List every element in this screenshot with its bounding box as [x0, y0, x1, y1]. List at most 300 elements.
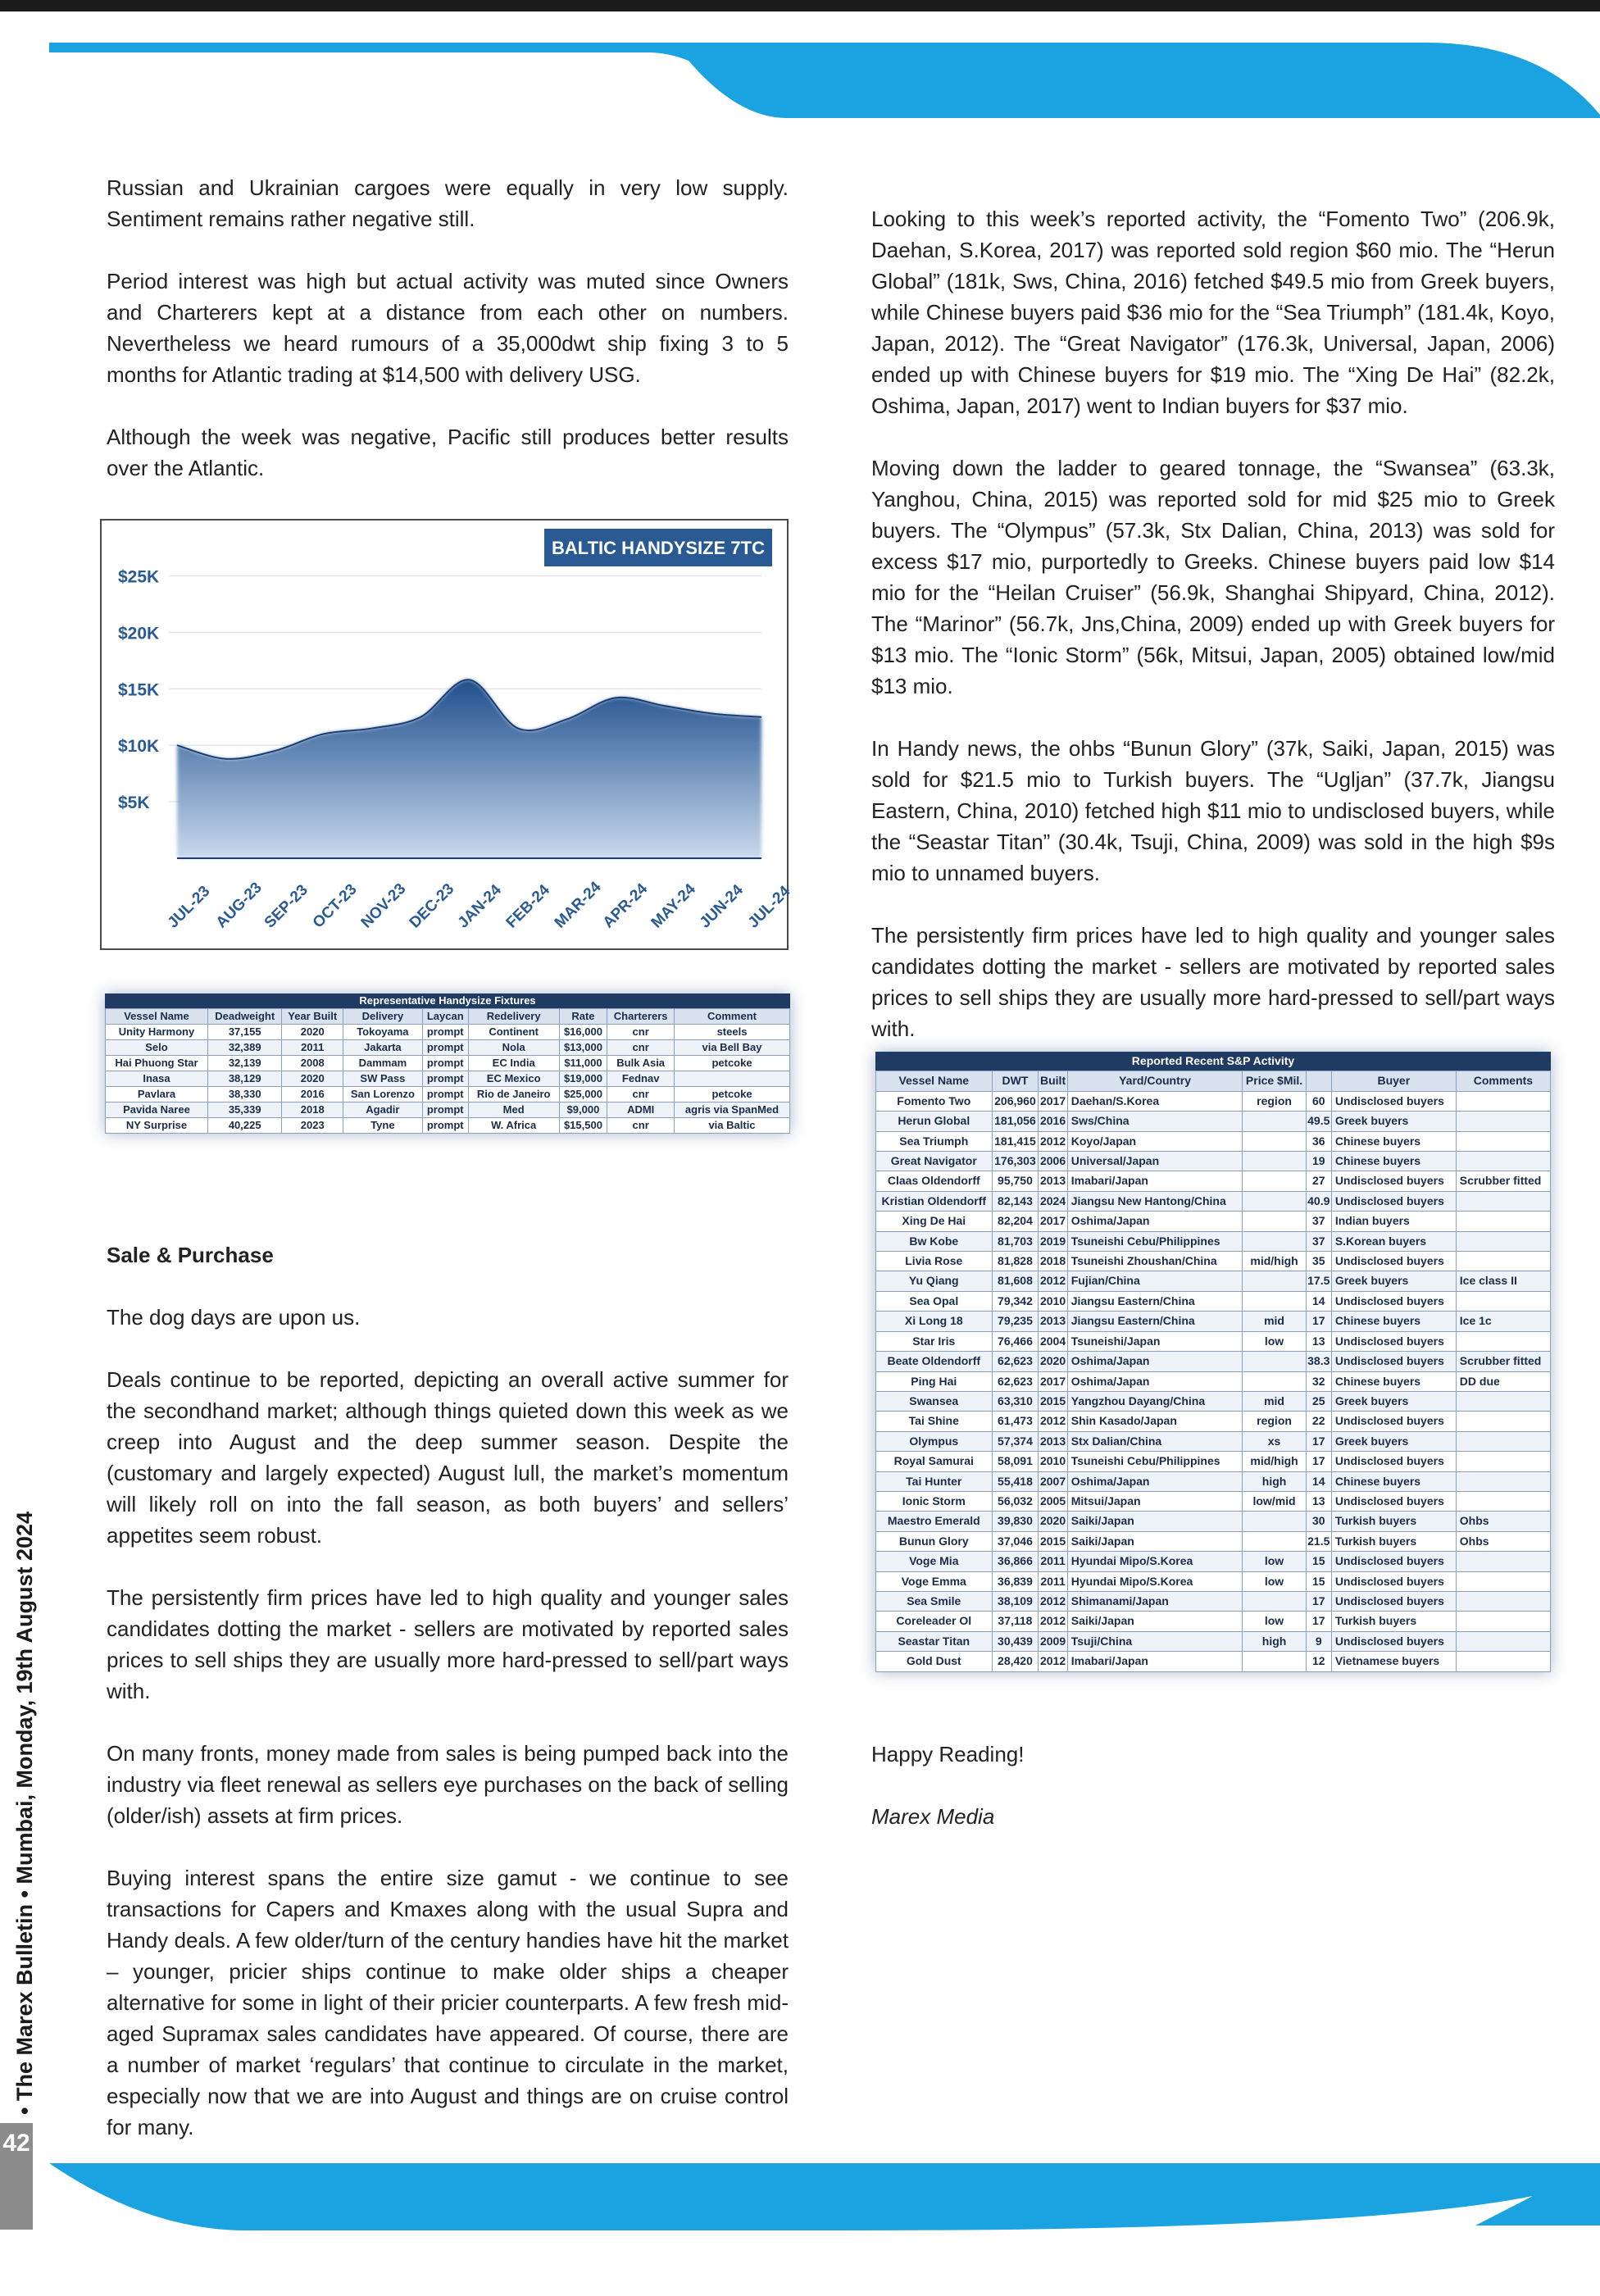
table-cell: 2012 [1039, 1591, 1067, 1611]
table-cell: low/mid [1243, 1491, 1306, 1511]
table-cell: Xi Long 18 [876, 1312, 993, 1331]
table-cell: Tsuji/China [1067, 1631, 1243, 1651]
table-cell: 2012 [1039, 1271, 1067, 1291]
table-cell: petcoke [675, 1087, 790, 1103]
table-row [876, 1612, 1551, 1631]
table-row [876, 1271, 1551, 1291]
table-cell: Agadir [343, 1103, 423, 1118]
table-cell: SW Pass [343, 1071, 423, 1087]
table-cell: Imabari/Japan [1067, 1652, 1243, 1671]
table-cell: 17 [1306, 1431, 1331, 1451]
table-cell: 15 [1306, 1552, 1331, 1571]
table-cell: Yu Qiang [876, 1271, 993, 1291]
table-cell: Undisclosed buyers [1331, 1291, 1456, 1311]
paragraph: Deals continue to be reported, depicting an overall active summer for the secondhand market; although things quieted down this week as we creep into August and the deep summer season. Despite the (customary and largely expected) August lull, the market’s momentum will likely roll on into the fall season, as both buyers’ and sellers’ appetites seem robust. [107, 1367, 789, 1548]
x-tick-label: OCT-23 [309, 880, 361, 932]
table-cell: mid/high [1243, 1452, 1306, 1471]
table-row [106, 1056, 790, 1071]
table-cell: 2013 [1039, 1431, 1067, 1451]
table-cell: $9,000 [559, 1103, 607, 1118]
table-cell [1456, 1552, 1550, 1571]
table-cell: Fednav [607, 1071, 675, 1087]
table-cell: Scrubber fitted [1456, 1352, 1550, 1371]
sp-header: DWT [992, 1071, 1039, 1091]
table-cell: Sea Opal [876, 1291, 993, 1311]
table-cell: Pavlara [106, 1087, 208, 1103]
table-row [106, 1071, 790, 1087]
table-cell: 37,046 [992, 1531, 1039, 1551]
table-row [876, 1491, 1551, 1511]
table-cell: Universal/Japan [1067, 1152, 1243, 1171]
table-cell: 2010 [1039, 1452, 1067, 1471]
x-tick-label: DEC-23 [406, 880, 458, 932]
table-cell: region [1243, 1091, 1306, 1111]
table-cell: 17.5 [1306, 1271, 1331, 1291]
table-cell: 17 [1306, 1591, 1331, 1611]
table-cell: 2020 [1039, 1352, 1067, 1371]
table-cell: 2006 [1039, 1152, 1067, 1171]
table-cell: Great Navigator [876, 1152, 993, 1171]
table-cell: Tsuneishi Cebu/Philippines [1067, 1231, 1243, 1251]
table-cell: 2008 [282, 1056, 343, 1071]
fixtures-header: Charterers [607, 1009, 675, 1025]
table-cell: 62,623 [992, 1352, 1039, 1371]
paragraph: On many fronts, money made from sales is being pumped back into the industry via fleet renewal as sellers eye purchases on the back of selling (older/ish) assets at firm prices. [107, 1741, 789, 1828]
table-cell: $16,000 [559, 1025, 607, 1040]
table-cell: Greek buyers [1331, 1431, 1456, 1451]
table-cell: 37 [1306, 1212, 1331, 1231]
table-cell: Greek buyers [1331, 1112, 1456, 1131]
table-cell [1243, 1531, 1306, 1551]
x-tick-label: JUL-23 [164, 882, 214, 932]
sp-header [1306, 1071, 1331, 1091]
fixtures-header: Comment [675, 1009, 790, 1025]
table-cell: 2012 [1039, 1652, 1067, 1671]
table-cell: Oshima/Japan [1067, 1352, 1243, 1371]
table-row [876, 1231, 1551, 1251]
table-cell: Undisclosed buyers [1331, 1091, 1456, 1111]
table-cell: region [1243, 1412, 1306, 1431]
table-cell: 2012 [1039, 1412, 1067, 1431]
x-tick-label: AUG-23 [212, 879, 266, 932]
table-cell: 176,303 [992, 1152, 1039, 1171]
table-row [876, 1191, 1551, 1211]
fixtures-header: Laycan [422, 1009, 468, 1025]
table-cell [1243, 1352, 1306, 1371]
table-cell: $13,000 [559, 1040, 607, 1056]
table-cell: Hyundai Mipo/S.Korea [1067, 1571, 1243, 1591]
sp-header: Price $Mil. [1243, 1071, 1306, 1091]
table-cell: 21.5 [1306, 1531, 1331, 1551]
table-cell: 55,418 [992, 1471, 1039, 1491]
x-tick-label: FEB-24 [502, 881, 553, 932]
sp-header: Yard/Country [1067, 1071, 1243, 1091]
table-cell: Oshima/Japan [1067, 1371, 1243, 1391]
table-cell [1243, 1171, 1306, 1191]
table-cell: Tokoyama [343, 1025, 423, 1040]
table-cell: prompt [422, 1056, 468, 1071]
table-cell: 57,374 [992, 1431, 1039, 1451]
closing-text: Happy Reading! [871, 1742, 1025, 1766]
table-cell: Greek buyers [1331, 1391, 1456, 1411]
table-cell: S.Korean buyers [1331, 1231, 1456, 1251]
table-cell: Ohbs [1456, 1531, 1550, 1551]
fixtures-table [105, 993, 790, 1134]
table-cell: 2011 [1039, 1552, 1067, 1571]
table-cell: 15 [1306, 1571, 1331, 1591]
table-cell: Undisclosed buyers [1331, 1191, 1456, 1211]
table-cell: 79,235 [992, 1312, 1039, 1331]
table-cell: 2020 [282, 1025, 343, 1040]
table-cell [1456, 1412, 1550, 1431]
x-tick-label: MAY-24 [648, 880, 699, 932]
table-row [876, 1312, 1551, 1331]
table-cell: Selo [106, 1040, 208, 1056]
table-cell: 27 [1306, 1171, 1331, 1191]
closing [871, 1739, 1555, 1863]
table-cell: Undisclosed buyers [1331, 1452, 1456, 1471]
x-tick-label: JUN-24 [696, 881, 747, 932]
table-row [876, 1412, 1551, 1431]
fixtures-table-title: Representative Handysize Fixtures [105, 993, 790, 1008]
table-cell [1456, 1391, 1550, 1411]
table-cell: Indian buyers [1331, 1212, 1456, 1231]
table-row [106, 1087, 790, 1103]
table-cell [1456, 1631, 1550, 1651]
table-row [106, 1103, 790, 1118]
table-cell [1456, 1452, 1550, 1471]
table-row [876, 1331, 1551, 1351]
paragraph: Buying interest spans the entire size gamut - we continue to see transactions for Capers and Kmaxes along with the usual Supra and Handy deals. A few older/turn of the century handies have hit the market – younger, pricier ships continue to make older ships a cheaper alternative for some in light of their pricier counterparts. A few fresh mid-aged Supramax sales candidates have appeared. Of course, there are a number of market ‘regulars’ that continue to circulate in the market, especially now that we are into August and things are on cruise control for many. [107, 1866, 789, 2139]
table-row [876, 1212, 1551, 1231]
table-cell: 2009 [1039, 1631, 1067, 1651]
table-cell: Olympus [876, 1431, 993, 1451]
table-cell: Herun Global [876, 1112, 993, 1131]
fixtures-header: Deadweight [207, 1009, 282, 1025]
table-cell [1456, 1591, 1550, 1611]
fixtures-header: Year Built [282, 1009, 343, 1025]
table-cell: Jiangsu New Hantong/China [1067, 1191, 1243, 1211]
table-row [876, 1452, 1551, 1471]
table-cell: prompt [422, 1071, 468, 1087]
baltic-handysize-chart [100, 519, 794, 950]
table-cell: 81,608 [992, 1271, 1039, 1291]
table-cell: Tai Shine [876, 1412, 993, 1431]
table-row [876, 1591, 1551, 1611]
table-cell: 82,143 [992, 1191, 1039, 1211]
table-cell [1456, 1291, 1550, 1311]
table-cell: Star Iris [876, 1331, 993, 1351]
table-cell: Gold Dust [876, 1652, 993, 1671]
table-cell: 2007 [1039, 1471, 1067, 1491]
table-cell: Kristian Oldendorff [876, 1191, 993, 1211]
table-cell: Ionic Storm [876, 1491, 993, 1511]
table-cell: Undisclosed buyers [1331, 1631, 1456, 1651]
y-tick-label: $20K [118, 624, 160, 643]
table-cell: Chinese buyers [1331, 1471, 1456, 1491]
table-cell: 36,866 [992, 1552, 1039, 1571]
x-tick-label: NOV-23 [357, 880, 410, 932]
table-cell: 38,330 [207, 1087, 282, 1103]
table-row [876, 1112, 1551, 1131]
table-cell: Fujian/China [1067, 1271, 1243, 1291]
table-cell: Claas Oldendorff [876, 1171, 993, 1191]
table-cell [1456, 1231, 1550, 1251]
table-cell: San Lorenzo [343, 1087, 423, 1103]
table-cell: cnr [607, 1040, 675, 1056]
table-row [876, 1152, 1551, 1171]
table-cell: 36 [1306, 1131, 1331, 1151]
table-cell: 76,466 [992, 1331, 1039, 1351]
table-row [106, 1118, 790, 1134]
table-cell: Yangzhou Dayang/China [1067, 1391, 1243, 1411]
table-cell: Chinese buyers [1331, 1152, 1456, 1171]
paragraph: Russian and Ukrainian cargoes were equally in very low supply. Sentiment remains rather negative still. [107, 175, 789, 231]
table-cell: Ping Hai [876, 1371, 993, 1391]
table-row [876, 1552, 1551, 1571]
header-bar [0, 0, 1600, 11]
table-cell: 13 [1306, 1491, 1331, 1511]
table-cell: Pavida Naree [106, 1103, 208, 1118]
table-cell: DD due [1456, 1371, 1550, 1391]
table-cell: Jiangsu Eastern/China [1067, 1291, 1243, 1311]
table-cell: Scrubber fitted [1456, 1171, 1550, 1191]
table-cell: 13 [1306, 1331, 1331, 1351]
table-cell: Voge Emma [876, 1571, 993, 1591]
table-cell: Med [468, 1103, 559, 1118]
table-cell [1243, 1591, 1306, 1611]
table-cell: 60 [1306, 1091, 1331, 1111]
table-cell: Coreleader Ol [876, 1612, 993, 1631]
table-cell: Undisclosed buyers [1331, 1591, 1456, 1611]
table-cell: steels [675, 1025, 790, 1040]
table-cell: Fomento Two [876, 1091, 993, 1111]
table-cell: 28,420 [992, 1652, 1039, 1671]
table-cell: 12 [1306, 1652, 1331, 1671]
table-cell: 9 [1306, 1631, 1331, 1651]
table-cell: Tai Hunter [876, 1471, 993, 1491]
table-cell: Bw Kobe [876, 1231, 993, 1251]
sp-header: Buyer [1331, 1071, 1456, 1091]
table-cell: cnr [607, 1025, 675, 1040]
table-row [876, 1471, 1551, 1491]
table-cell: petcoke [675, 1056, 790, 1071]
table-cell: Hai Phuong Star [106, 1056, 208, 1071]
table-cell: agris via SpanMed [675, 1103, 790, 1118]
table-cell: Swansea [876, 1391, 993, 1411]
sp-table-wrap [875, 1052, 1551, 1672]
table-cell: 17 [1306, 1312, 1331, 1331]
x-tick-label: APR-24 [599, 880, 652, 932]
table-cell: Undisclosed buyers [1331, 1252, 1456, 1271]
table-cell: 2017 [1039, 1091, 1067, 1111]
sp-header: Comments [1456, 1071, 1550, 1091]
table-cell: Sea Smile [876, 1591, 993, 1611]
table-cell: prompt [422, 1103, 468, 1118]
table-cell [1243, 1231, 1306, 1251]
table-cell: Chinese buyers [1331, 1131, 1456, 1151]
table-cell: 79,342 [992, 1291, 1039, 1311]
table-cell: Sws/China [1067, 1112, 1243, 1131]
table-row [876, 1252, 1551, 1271]
sp-activity-table [875, 1052, 1551, 1672]
y-tick-label: $5K [118, 793, 150, 813]
left-column [107, 172, 789, 515]
table-cell: 17 [1306, 1612, 1331, 1631]
table-cell: 30 [1306, 1512, 1331, 1531]
table-cell: Jakarta [343, 1040, 423, 1056]
table-cell: EC India [468, 1056, 559, 1071]
table-row [106, 1040, 790, 1056]
table-cell: $25,000 [559, 1087, 607, 1103]
table-cell [1456, 1152, 1550, 1171]
table-cell: 36,839 [992, 1571, 1039, 1591]
table-cell: 181,415 [992, 1131, 1039, 1151]
table-cell: 30,439 [992, 1631, 1039, 1651]
table-row [876, 1571, 1551, 1591]
table-cell: Undisclosed buyers [1331, 1331, 1456, 1351]
table-cell: prompt [422, 1087, 468, 1103]
table-cell: 181,056 [992, 1112, 1039, 1131]
table-row [876, 1652, 1551, 1671]
fixtures-table-wrap [105, 993, 790, 1134]
table-cell: 14 [1306, 1471, 1331, 1491]
table-cell: Unity Harmony [106, 1025, 208, 1040]
table-row [876, 1171, 1551, 1191]
fixtures-header: Redelivery [468, 1009, 559, 1025]
table-cell: 2024 [1039, 1191, 1067, 1211]
table-cell: low [1243, 1331, 1306, 1351]
table-cell: 40.9 [1306, 1191, 1331, 1211]
y-tick-label: $25K [118, 567, 160, 587]
table-cell: 17 [1306, 1452, 1331, 1471]
table-cell: mid [1243, 1312, 1306, 1331]
table-cell: high [1243, 1631, 1306, 1651]
table-cell: Rio de Janeiro [468, 1087, 559, 1103]
table-row [876, 1291, 1551, 1311]
table-cell: 206,960 [992, 1091, 1039, 1111]
table-cell: Tsuneishi/Japan [1067, 1331, 1243, 1351]
table-cell: $19,000 [559, 1071, 607, 1087]
sp-table-title: Reported Recent S&P Activity [875, 1052, 1551, 1071]
table-cell: 38,109 [992, 1591, 1039, 1611]
table-cell: cnr [607, 1118, 675, 1134]
paragraph: The dog days are upon us. [107, 1305, 361, 1330]
table-cell [1456, 1091, 1550, 1111]
table-cell: 56,032 [992, 1491, 1039, 1511]
table-cell: low [1243, 1612, 1306, 1631]
x-tick-label: JAN-24 [454, 881, 505, 932]
table-cell: 2019 [1039, 1231, 1067, 1251]
table-row [876, 1512, 1551, 1531]
table-row [876, 1531, 1551, 1551]
table-cell: 38.3 [1306, 1352, 1331, 1371]
table-cell: 2015 [1039, 1391, 1067, 1411]
table-cell: 2015 [1039, 1531, 1067, 1551]
table-cell [1456, 1652, 1550, 1671]
table-cell: EC Mexico [468, 1071, 559, 1087]
table-row [876, 1431, 1551, 1451]
table-cell: 58,091 [992, 1452, 1039, 1471]
table-row [876, 1091, 1551, 1111]
table-cell [1243, 1152, 1306, 1171]
table-cell: 2012 [1039, 1612, 1067, 1631]
table-cell: 2016 [1039, 1112, 1067, 1131]
table-cell: 35,339 [207, 1103, 282, 1118]
table-cell: mid/high [1243, 1252, 1306, 1271]
table-cell: 2011 [1039, 1571, 1067, 1591]
table-cell: 2013 [1039, 1312, 1067, 1331]
table-cell [1243, 1271, 1306, 1291]
table-cell [1243, 1371, 1306, 1391]
table-cell: 81,828 [992, 1252, 1039, 1271]
table-cell: prompt [422, 1040, 468, 1056]
table-cell [1243, 1112, 1306, 1131]
table-cell: Shin Kasado/Japan [1067, 1412, 1243, 1431]
table-cell [675, 1071, 790, 1087]
table-cell [1456, 1571, 1550, 1591]
table-cell: 32 [1306, 1371, 1331, 1391]
table-cell: $11,000 [559, 1056, 607, 1071]
table-cell: 2020 [282, 1071, 343, 1087]
table-cell: 2013 [1039, 1171, 1067, 1191]
table-cell [1456, 1191, 1550, 1211]
table-cell: Turkish buyers [1331, 1531, 1456, 1551]
table-cell: Seastar Titan [876, 1631, 993, 1651]
paragraph: Looking to this week’s reported activity, the “Fomento Two” (206.9k, Daehan, S.Korea, 2017) was reported sold region $60 mio. The “Herun Global” (181k, Sws, China, 2016) fetched $49.5 mio from Greek buyers, while Chinese buyers paid $36 mio for the “Sea Triumph” (181.4k, Koyo, Japan, 2012). The “Great Navigator” (176.3k, Universal, Japan, 2006) ended up with Chinese buyers for $19 mio. The “Xing De Hai” (82.2k, Oshima, Japan, 2017) went to Indian buyers for $37 mio. [871, 207, 1555, 418]
paragraph: In Handy news, the ohbs “Bunun Glory” (37k, Saiki, Japan, 2015) was sold for $21.5 mio to Turkish buyers. The “Ugljan” (37.7k, Jiangsu Eastern, China, 2010) fetched high $11 mio to undisclosed buyers, while the “Seastar Titan” (30.4k, Tsuji, China, 2009) was sold in the high $9s mio to unnamed buyers. [871, 736, 1555, 885]
table-cell: $15,500 [559, 1118, 607, 1134]
table-cell: via Baltic [675, 1118, 790, 1134]
table-cell [1243, 1512, 1306, 1531]
table-cell: Voge Mia [876, 1552, 993, 1571]
table-cell: Turkish buyers [1331, 1512, 1456, 1531]
table-cell: Dammam [343, 1056, 423, 1071]
footer-wave [0, 2152, 1600, 2242]
table-cell: via Bell Bay [675, 1040, 790, 1056]
sale-purchase-section [107, 1239, 789, 2174]
table-cell [1243, 1212, 1306, 1231]
sp-header: Vessel Name [876, 1071, 993, 1091]
table-cell [1456, 1112, 1550, 1131]
table-cell: 32,389 [207, 1040, 282, 1056]
table-cell: 63,310 [992, 1391, 1039, 1411]
table-cell: prompt [422, 1025, 468, 1040]
paragraph: The persistently firm prices have led to high quality and younger sales candidates dotting the market - sellers are motivated by reported sales prices to sell ships they are usually more hard-pressed to sell/part ways with. [107, 1585, 789, 1703]
table-cell: Sea Triumph [876, 1131, 993, 1151]
table-cell: 32,139 [207, 1056, 282, 1071]
table-cell: 2012 [1039, 1131, 1067, 1151]
table-cell: Tsuneishi Cebu/Philippines [1067, 1452, 1243, 1471]
paragraph: Period interest was high but actual activity was muted since Owners and Charterers kept at a distance from each other on numbers. Nevertheless we heard rumours of a 35,000dwt ship fixing 3 to 5 months for Atlantic trading at $14,500 with delivery USG. [107, 269, 789, 387]
table-cell: Ice class II [1456, 1271, 1550, 1291]
table-cell: 2016 [282, 1087, 343, 1103]
table-cell: Imabari/Japan [1067, 1171, 1243, 1191]
publication-sidebar: • The Marex Bulletin • Mumbai, Monday, 19th August 2024 [12, 1511, 37, 2115]
table-cell: Royal Samurai [876, 1452, 993, 1471]
table-cell: Undisclosed buyers [1331, 1171, 1456, 1191]
x-tick-label: JUL-24 [744, 882, 794, 932]
table-cell: Jiangsu Eastern/China [1067, 1312, 1243, 1331]
table-row [876, 1391, 1551, 1411]
chart-area [177, 680, 761, 858]
table-cell: Undisclosed buyers [1331, 1552, 1456, 1571]
table-cell: 40,225 [207, 1118, 282, 1134]
chart-title: BALTIC HANDYSIZE 7TC [552, 538, 765, 558]
table-cell: prompt [422, 1118, 468, 1134]
table-cell [1456, 1471, 1550, 1491]
table-cell: Inasa [106, 1071, 208, 1087]
